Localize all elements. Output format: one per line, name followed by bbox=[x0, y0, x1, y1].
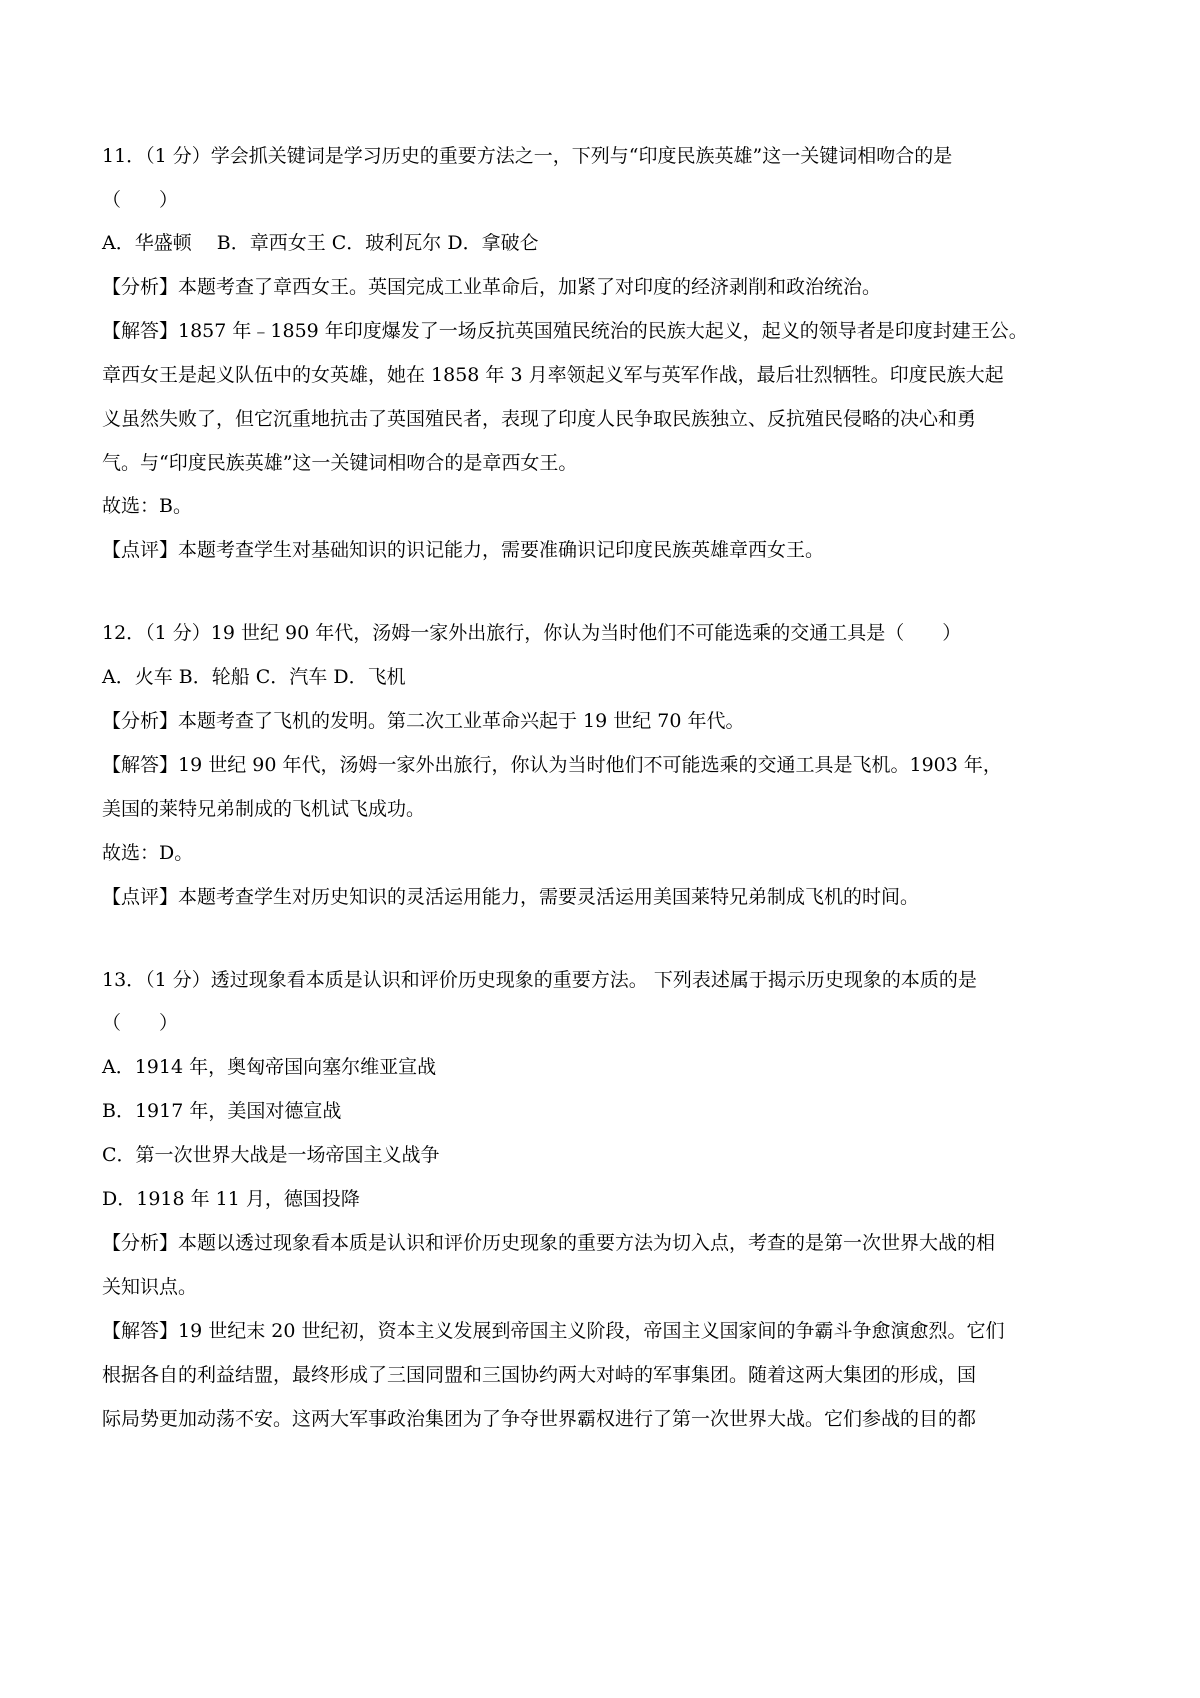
q13-analysis-line-2: 关知识点。 bbox=[102, 1276, 198, 1298]
q11-answer-line-4: 气。与“印度民族英雄”这一关键词相吻合的是章西女王。 bbox=[102, 452, 578, 474]
q11-stem-line-1: 11．（1 分）学会抓关键词是学习历史的重要方法之一，下列与“印度民族英雄”这一关键词相吻合的是 bbox=[102, 145, 953, 167]
q13-stem-line-2: （ ） bbox=[102, 1012, 179, 1034]
q13-analysis-line-1: 【分析】本题以透过现象看本质是认识和评价历史现象的重要方法为切入点，考查的是第一次世界大战的相 bbox=[102, 1232, 996, 1254]
q11-stem-line-2: （ ） bbox=[102, 189, 179, 211]
q11-answer-line-2: 章西女王是起义队伍中的女英雄，她在 1858 年 3 月率领起义军与英军作战，最后壮烈牺牲。印度民族大起 bbox=[102, 364, 1004, 386]
q13-option-a: A．1914 年，奥匈帝国向塞尔维亚宣战 bbox=[102, 1056, 437, 1078]
q12-answer-line-2: 美国的莱特兄弟制成的飞机试飞成功。 bbox=[102, 798, 426, 820]
q12-stem-line-1: 12．（1 分）19 世纪 90 年代，汤姆一家外出旅行，你认为当时他们不可能选乘的交通工具是（ ） bbox=[102, 622, 962, 644]
q12-answer-line-1: 【解答】19 世纪 90 年代，汤姆一家外出旅行，你认为当时他们不可能选乘的交通工具是飞机。1903 年， bbox=[102, 754, 1002, 776]
q13-answer-line-2: 根据各自的利益结盟，最终形成了三国同盟和三国协约两大对峙的军事集团。随着这两大集团的形成，国 bbox=[102, 1364, 977, 1386]
q13-option-c: C．第一次世界大战是一场帝国主义战争 bbox=[102, 1144, 440, 1166]
q12-analysis: 【分析】本题考查了飞机的发明。第二次工业革命兴起于 19 世纪 70 年代。 bbox=[102, 710, 745, 732]
q12-options: A．火车 B．轮船 C．汽车 D．飞机 bbox=[102, 666, 406, 688]
q13-stem-line-1: 13．（1 分）透过现象看本质是认识和评价历史现象的重要方法。 下列表述属于揭示历史现象的本质的是 bbox=[102, 969, 977, 991]
q11-comment: 【点评】本题考查学生对基础知识的识记能力，需要准确识记印度民族英雄章西女王。 bbox=[102, 539, 825, 561]
q11-choice: 故选：B。 bbox=[102, 495, 192, 517]
q11-answer-line-3: 义虽然失败了，但它沉重地抗击了英国殖民者，表现了印度人民争取民族独立、反抗殖民侵略的决心和勇 bbox=[102, 408, 977, 430]
q12-comment: 【点评】本题考查学生对历史知识的灵活运用能力，需要灵活运用美国莱特兄弟制成飞机的时间。 bbox=[102, 886, 920, 908]
q11-answer-line-1: 【解答】1857 年﹣1859 年印度爆发了一场反抗英国殖民统治的民族大起义，起义的领导者是印度封建王公。 bbox=[102, 320, 1028, 342]
q11-options: A．华盛顿 B．章西女王 C．玻利瓦尔 D．拿破仑 bbox=[102, 232, 539, 254]
q11-analysis: 【分析】本题考查了章西女王。英国完成工业革命后，加紧了对印度的经济剥削和政治统治。 bbox=[102, 276, 882, 298]
q12-choice: 故选：D。 bbox=[102, 842, 194, 864]
q13-answer-line-3: 际局势更加动荡不安。这两大军事政治集团为了争夺世界霸权进行了第一次世界大战。它们参战的目的都 bbox=[102, 1408, 977, 1430]
q13-option-d: D．1918 年 11 月，德国投降 bbox=[102, 1188, 360, 1210]
q13-option-b: B．1917 年，美国对德宣战 bbox=[102, 1100, 342, 1122]
q13-answer-line-1: 【解答】19 世纪末 20 世纪初，资本主义发展到帝国主义阶段，帝国主义国家间的争霸斗争愈演愈烈。它们 bbox=[102, 1320, 1005, 1342]
